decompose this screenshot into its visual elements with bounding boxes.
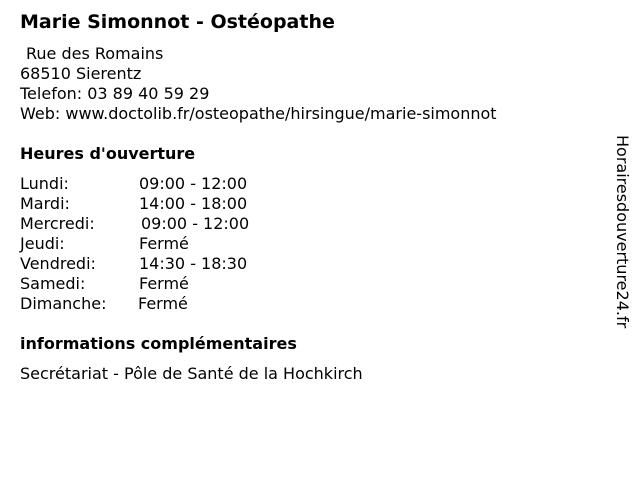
hours-value: 09:00 - 12:00 (139, 174, 248, 193)
hours-value: 14:30 - 18:30 (139, 254, 248, 273)
city-postal: 68510 Sierentz (20, 64, 142, 83)
day-label: Lundi: (20, 174, 69, 193)
hours-value: 14:00 - 18:00 (139, 194, 248, 213)
additional-info-text: Secrétariat - Pôle de Santé de la Hochkirch (20, 364, 363, 383)
day-label: Dimanche: (20, 294, 107, 313)
site-watermark: Horairesdouverture24.fr (613, 135, 632, 329)
website-line: Web: www.doctolib.fr/osteopathe/hirsingue/marie-simonnot (20, 104, 497, 123)
hours-value: Fermé (139, 274, 189, 293)
phone-line: Telefon: 03 89 40 59 29 (20, 84, 210, 103)
additional-info-heading: informations complémentaires (20, 334, 297, 353)
day-label: Mardi: (20, 194, 70, 213)
hours-value: Fermé (139, 234, 189, 253)
hours-value: Fermé (138, 294, 188, 313)
day-label: Mercredi: (20, 214, 95, 233)
opening-hours-heading: Heures d'ouverture (20, 144, 196, 163)
day-label: Samedi: (20, 274, 86, 293)
hours-value: 09:00 - 12:00 (141, 214, 250, 233)
day-label: Jeudi: (20, 234, 65, 253)
street-address: Rue des Romains (26, 44, 164, 63)
day-label: Vendredi: (20, 254, 96, 273)
business-name: Marie Simonnot - Ostéopathe (20, 11, 335, 33)
address-block (20, 44, 497, 124)
